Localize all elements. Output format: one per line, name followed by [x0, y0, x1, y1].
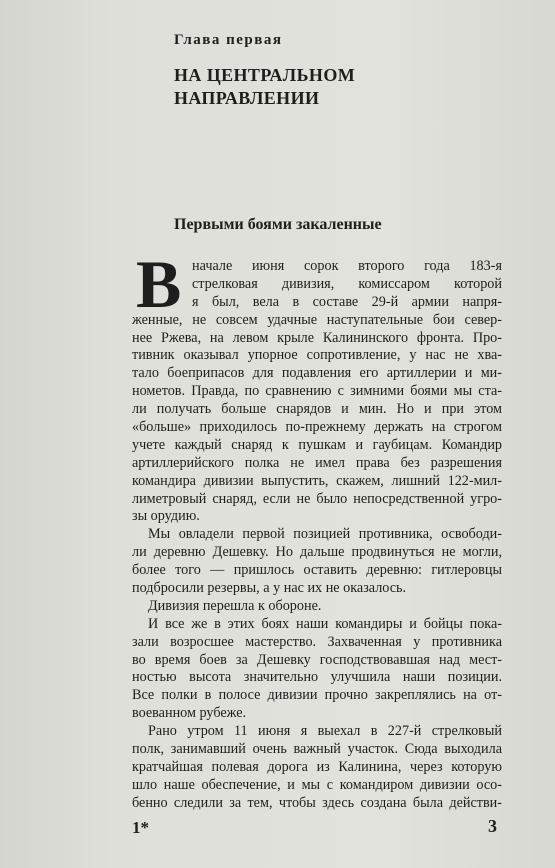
text-line: командира дивизии выпустить, скажем, лишний 122-мил- [132, 472, 502, 489]
body-text [132, 258, 502, 813]
text-line: Дивизия перешла к обороне. [148, 597, 322, 614]
text-line: шло наше обеспечение, и мы с командиром дивизии осо- [132, 776, 502, 793]
text-line: Рано утром 11 июня я выехал в 227-й стрелковый [148, 723, 502, 740]
chapter-title [174, 64, 355, 110]
text-line: нометов. Правда, по сравнению с зимними боями мы ста- [132, 383, 502, 400]
chapter-label: Глава первая [174, 32, 283, 48]
text-line: кратчайшая полевая дорога из Калинина, через которую [132, 758, 502, 775]
text-line: бенно следили за тем, чтобы здесь создана была действи- [132, 794, 502, 811]
text-line: начале июня сорок второго года 183-я [192, 258, 502, 274]
text-line: я был, вела в составе 29-й армии напря- [192, 293, 502, 310]
text-line: воеванном рубеже. [132, 705, 247, 722]
text-line: зали возросшее мастерство. Захваченная у противника [132, 633, 502, 650]
text-line: нее Ржева, на левом крыле Калининского фронта. Про- [132, 329, 502, 346]
text-line: учете каждый снаряд к пушкам и гаубицам. Командир [132, 436, 502, 453]
signature-mark: 1* [132, 818, 149, 837]
chapter-title-line: НА ЦЕНТРАЛЬНОМ [174, 65, 356, 85]
text-line: полк, занимавший очень важный участок. Сюда выходила [132, 741, 502, 758]
text-line: артиллерийского полка не имел права без разрешения [132, 454, 502, 471]
text-line: тивник оказывал упорное сопротивление, у нас не хва- [132, 347, 502, 364]
text-line: женные, не совсем удачные наступательные бои север- [132, 311, 502, 328]
text-line: ли получать больше снарядов и мин. Но и при этом [132, 401, 502, 418]
text-line: Все полки в полосе дивизии прочно закреплялись на от- [132, 687, 502, 704]
page-number: 3 [488, 816, 497, 836]
drop-cap: В [136, 246, 182, 322]
text-line: зы орудию. [132, 508, 200, 525]
text-line: во время боев за Дешевку господствовавшая над мест- [132, 651, 502, 668]
text-line: «больше» приходилось по-прежнему держать на строгом [132, 419, 502, 436]
text-line: более того — пришлось оставить деревню: гитлеровцы [132, 562, 502, 579]
text-line: ностью высота значительно улучшила наши позиции. [132, 669, 502, 686]
text-line: И все же в этих боях наши командиры и бойцы пока- [148, 615, 502, 632]
section-title: Первыми боями закаленные [174, 216, 382, 233]
chapter-title-line: НАПРАВЛЕНИИ [174, 88, 320, 108]
text-line: Мы овладели первой позицией противника, освободи- [148, 526, 502, 543]
text-line: ли деревню Дешевку. Но дальше продвинуться не могли, [132, 544, 502, 561]
text-line: тало боеприпасов для подавления его артиллерии и ми- [132, 365, 502, 382]
text-line: стрелковая дивизия, комиссаром которой [192, 275, 502, 292]
text-line: лиметровый снаряд, если не было непосредственной угро- [132, 490, 502, 507]
text-line: подбросили резервы, а у нас их не оказалось. [132, 580, 407, 597]
